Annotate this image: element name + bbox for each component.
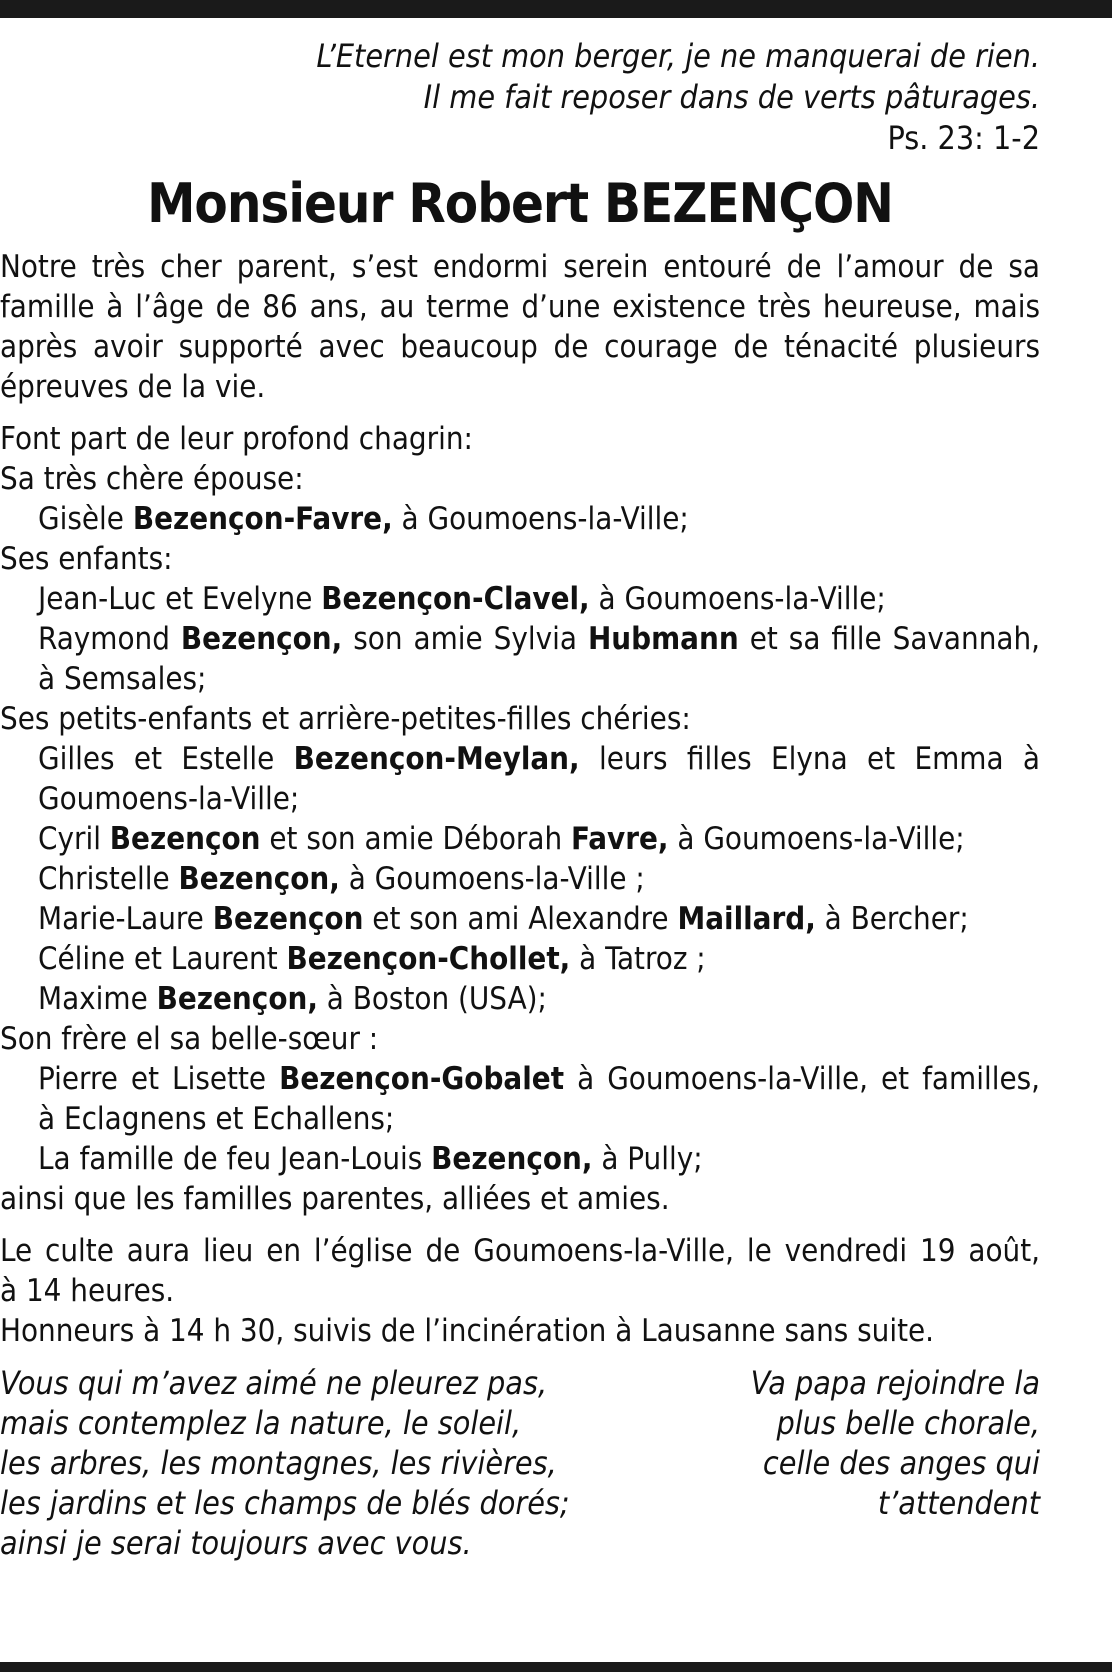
verse-line-2: Il me fait reposer dans de verts pâturages. <box>423 78 1040 116</box>
poem-left-line: Vous qui m’avez aimé ne pleurez pas, <box>0 1364 548 1402</box>
bottom-rule <box>0 1662 1112 1672</box>
child-entry-2-cont: à Semsales; <box>38 661 207 697</box>
grandchild-entry-5: Céline et Laurent Bezençon-Chollet, à Tatroz ; <box>38 941 706 977</box>
sibling-heading: Son frère el sa belle-sœur : <box>0 1021 379 1057</box>
sibling-entry-2: La famille de feu Jean-Louis Bezençon, à Pully; <box>38 1141 703 1177</box>
family-list <box>0 419 1040 1219</box>
grandchild-entry-2: Cyril Bezençon et son amie Déborah Favre, à Goumoens-la-Ville; <box>38 821 965 857</box>
poem-right <box>751 1363 1040 1563</box>
sibling-entry-1-cont: à Eclagnens et Echallens; <box>38 1101 395 1137</box>
service-line-2: à 14 heures. <box>0 1273 175 1309</box>
service-line-1: Le culte aura lieu en l’église de Goumoens-la-Ville, le vendredi 19 août, <box>0 1233 1040 1269</box>
poem-right-line: Va papa rejoindre la <box>750 1364 1040 1402</box>
verse-line-1: L’Eternel est mon berger, je ne manquerai de rien. <box>316 37 1040 75</box>
spouse-entry: Gisèle Bezençon-Favre, à Goumoens-la-Ville; <box>38 501 689 537</box>
deceased-name: Monsieur Robert BEZENÇON <box>147 172 893 235</box>
grandchild-entry-1: Gilles et Estelle Bezençon-Meylan, leurs filles Elyna et Emma à <box>38 741 1040 777</box>
grandchildren-heading: Ses petits-enfants et arrière-petites-filles chéries: <box>0 701 691 737</box>
poem-right-line: celle des anges qui <box>762 1444 1040 1482</box>
poem-right-line: plus belle chorale, <box>776 1404 1040 1442</box>
poem-left-line: les arbres, les montagnes, les rivières, <box>0 1444 557 1482</box>
poem-left-line: mais contemplez la nature, le soleil, <box>0 1404 522 1442</box>
poem-right-line: t’attendent <box>877 1484 1040 1522</box>
top-rule <box>0 0 1112 18</box>
psalm-verse <box>0 36 1040 159</box>
announce-line: Font part de leur profond chagrin: <box>0 421 473 457</box>
child-entry-1: Jean-Luc et Evelyne Bezençon-Clavel, à Goumoens-la-Ville; <box>38 581 886 617</box>
service-details <box>0 1231 1040 1351</box>
poem-left-line: ainsi je serai toujours avec vous. <box>0 1524 472 1562</box>
closing-line: ainsi que les familles parentes, alliées et amies. <box>0 1181 670 1217</box>
grandchild-entry-6: Maxime Bezençon, à Boston (USA); <box>38 981 547 1017</box>
children-heading: Ses enfants: <box>0 541 173 577</box>
child-entry-2: Raymond Bezençon, son amie Sylvia Hubmann et sa fille Savannah, <box>38 621 1041 657</box>
grandchild-entry-4: Marie-Laure Bezençon et son ami Alexandre Maillard, à Bercher; <box>38 901 969 937</box>
poem-left <box>0 1363 570 1563</box>
closing-poems <box>0 1363 1040 1563</box>
spouse-heading: Sa très chère épouse: <box>0 461 304 497</box>
poem-left-line: les jardins et les champs de blés dorés; <box>0 1484 570 1522</box>
grandchild-entry-1-cont: Goumoens-la-Ville; <box>38 781 300 817</box>
intro-paragraph: Notre très cher parent, s’est endormi serein entouré de l’amour de sa famille à l’âge de 86 ans, au terme d’une existence très heureuse, mais après avoir supporté avec beaucoup de courage de ténacité plusieurs épreuves de la vie. <box>0 249 1040 405</box>
grandchild-entry-3: Christelle Bezençon, à Goumoens-la-Ville ; <box>38 861 645 897</box>
sibling-entry-1: Pierre et Lisette Bezençon-Gobalet à Goumoens-la-Ville, et familles, <box>38 1061 1040 1097</box>
service-line-3: Honneurs à 14 h 30, suivis de l’incinération à Lausanne sans suite. <box>0 1313 935 1349</box>
obituary-content <box>0 36 1040 1563</box>
verse-reference: Ps. 23: 1-2 <box>887 119 1040 157</box>
